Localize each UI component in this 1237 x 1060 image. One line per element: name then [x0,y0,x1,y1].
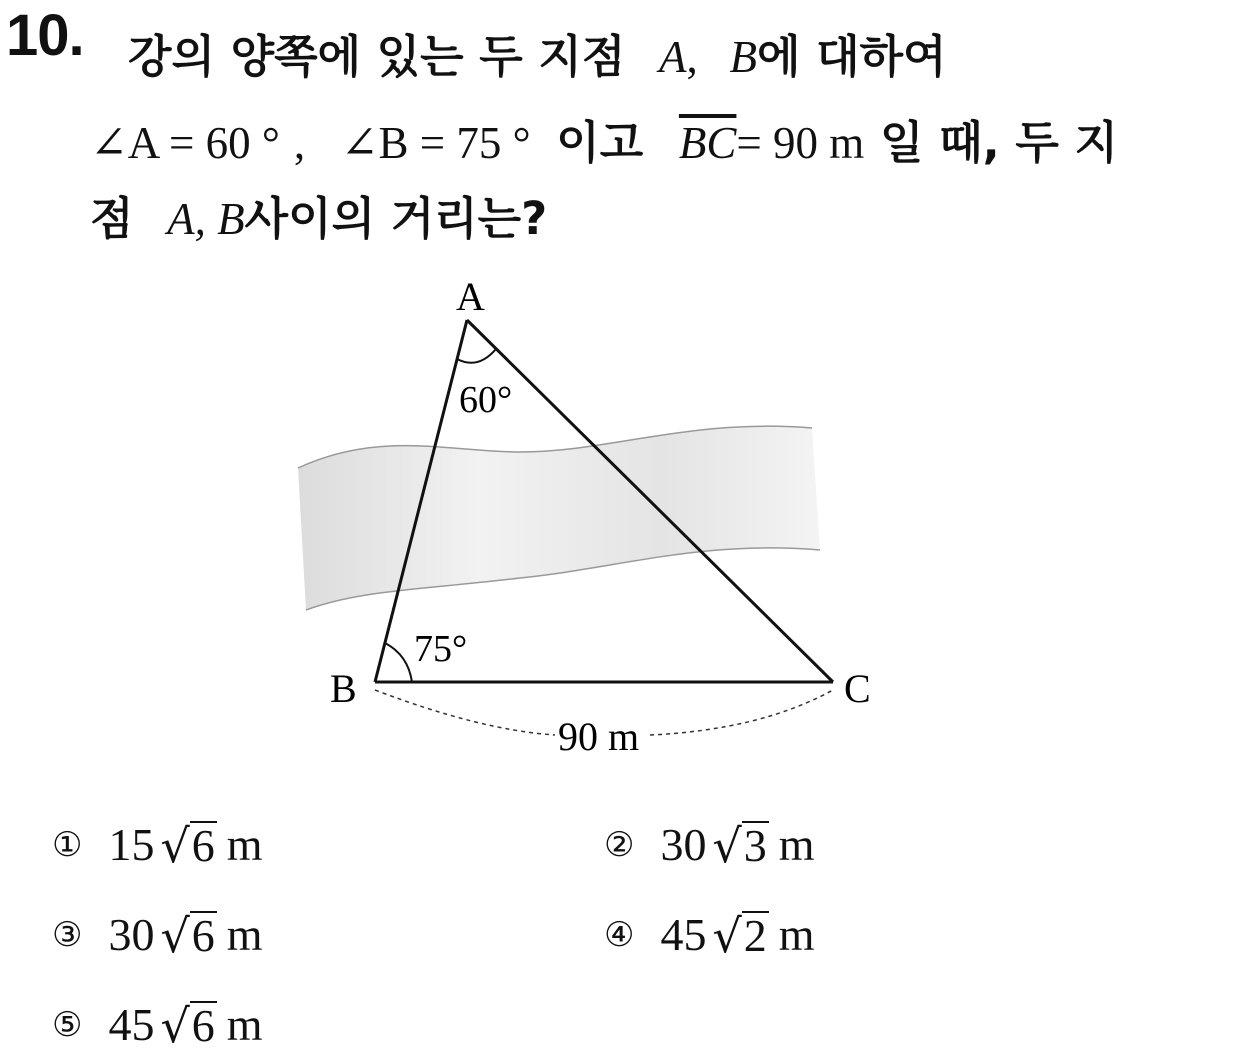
comma: , [293,118,306,168]
choice-radicand: 6 [191,819,215,871]
choice-coefficient: 15 [108,819,155,870]
comma: , [686,32,698,82]
angle-b-label: 75° [414,628,468,670]
choice-coefficient: 30 [108,909,155,960]
question-text: 강의 양쪽에 있는 두 지점 [128,30,626,83]
choice-4[interactable] [604,908,815,961]
choice-2[interactable] [604,818,815,871]
segment-length: = 90 m [736,118,865,168]
choice-5[interactable] [52,998,263,1051]
choice-unit: m [778,909,815,960]
choice-coefficient: 30 [660,819,707,870]
choice-coefficient: 45 [660,909,707,960]
question-text: 일 때, 두 지 [879,116,1118,169]
angle-b-condition: ∠B = 75 ° [340,118,531,168]
choice-radicand: 3 [743,819,767,871]
vertex-c-label: C [844,666,871,711]
question-line-1 [128,20,947,85]
choice-unit: m [778,819,815,870]
question-text: 사이의 거리는? [244,192,548,245]
choice-mark: ② [604,824,635,865]
choice-radicand: 6 [191,999,215,1051]
question-number: 10. [6,3,84,68]
choice-mark: ④ [604,914,635,955]
question-line-3 [90,182,547,247]
choice-coefficient: 45 [108,999,155,1050]
vertex-b-label: B [330,666,357,711]
river-band [298,426,820,610]
angle-a-label: 60° [459,379,513,421]
distance-dashed-arc [375,690,555,735]
choice-mark: ① [52,824,83,865]
choice-1[interactable] [52,818,263,871]
choice-unit: m [226,999,263,1050]
choice-unit: m [226,909,263,960]
angle-b-arc [385,643,412,682]
point-a-label: A [659,32,687,82]
sqrt-symbol: √ 6 [160,818,215,873]
question-text: 점 [90,192,134,245]
choice-unit: m [226,819,263,870]
point-b-label: B [729,32,757,82]
vertex-a-label: A [456,274,485,319]
points-ab: A, B [167,194,245,244]
sqrt-symbol: √ 2 [712,908,767,963]
choice-3[interactable] [52,908,263,961]
distance-dashed-arc [650,690,833,735]
choice-radicand: 6 [191,909,215,961]
choice-mark: ⑤ [52,1004,83,1045]
sqrt-symbol: √ 6 [160,908,215,963]
segment-bc: $\overline{BC}$ [678,118,737,168]
sqrt-symbol: √ 6 [160,998,215,1053]
sqrt-symbol: √ 3 [712,818,767,873]
question-line-2 [90,106,1118,171]
angle-a-condition: ∠A = 60 ° [90,118,280,168]
choice-radicand: 2 [743,909,767,961]
distance-label: 90 m [558,714,640,759]
choice-mark: ③ [52,914,83,955]
question-text: 에 대하여 [756,30,947,83]
angle-a-arc [457,349,496,363]
question-text: 이고 [556,116,644,169]
